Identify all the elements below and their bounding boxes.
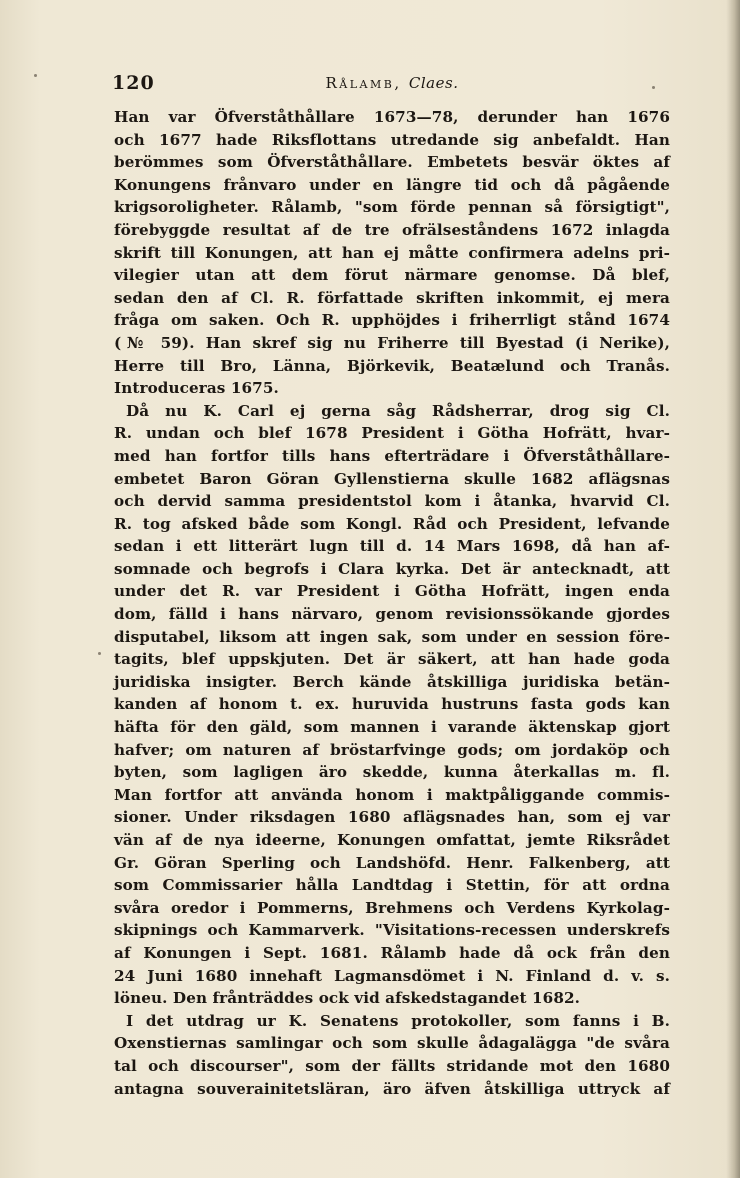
text-line: dom, fälld i hans närvaro, genom revisionssökande gjordes: [114, 605, 670, 624]
text-line: Oxenstiernas samlingar och som skulle ådagalägga "de svåra: [114, 1034, 670, 1053]
text-line: och 1677 hade Riksflottans utredande sig anbefaldt. Han: [114, 130, 670, 149]
text-line: med han fortfor tills hans efterträdare i Öfverståthållare-: [114, 446, 670, 465]
text-line: byten, som lagligen äro skedde, kunna återkallas m. fl.: [114, 763, 670, 782]
text-line: och dervid samma presidentstol kom i åtanka, hvarvid Cl.: [114, 492, 670, 511]
text-line: skipnings och Kammarverk. "Visitations-recessen underskrefs: [114, 921, 670, 940]
running-head-surname: Rålamb,: [325, 74, 402, 92]
text-line: sedan i ett litterärt lugn till d. 14 Mars 1698, då han af-: [114, 537, 670, 556]
text-line: af Konungen i Sept. 1681. Rålamb hade då ock från den: [114, 943, 670, 962]
text-line: Han var Öfverståthållare 1673—78, derunder han 1676: [114, 108, 670, 126]
text-line: (№ 59). Han skref sig nu Friherre till Byestad (i Nerike),: [114, 333, 670, 352]
text-line: häfta för den gäld, som mannen i varande äktenskap gjort: [114, 718, 670, 737]
text-line: berömmes som Öfverståthållare. Embetets besvär öktes af: [114, 153, 670, 172]
text-line: skrift till Konungen, att han ej måtte confirmera adelns pri-: [114, 243, 670, 262]
text-line: krigsoroligheter. Rålamb, "som förde pennan så försigtigt",: [114, 198, 670, 217]
body-text: [114, 106, 670, 1100]
text-line: vilegier utan att dem förut närmare genomse. Då blef,: [114, 266, 670, 285]
text-line: vän af de nya ideerne, Konungen omfattat, jemte Riksrådet: [114, 831, 670, 849]
text-line: fråga om saken. Och R. upphöjdes i friherrligt stånd 1674: [114, 311, 670, 330]
paper-speck: [652, 86, 655, 89]
text-line: som Commissarier hålla Landtdag i Stettin, för att ordna: [114, 876, 670, 895]
text-line: förebyggde resultat af de tre ofrälseståndens 1672 inlagda: [114, 220, 670, 239]
text-line: Herre till Bro, Länna, Björkevik, Beatælund och Tranås.: [114, 356, 670, 375]
text-line: I det utdrag ur K. Senatens protokoller, som fanns i B.: [126, 1011, 670, 1030]
text-line: somnade och begrofs i Clara kyrka. Det är antecknadt, att: [114, 559, 670, 578]
running-head-given-name: Claes.: [408, 74, 459, 92]
text-line: tal och discourser", som der fällts stridande mot den 1680: [114, 1056, 670, 1075]
text-line: Då nu K. Carl ej gerna såg Rådsherrar, drog sig Cl.: [126, 401, 670, 420]
page-edge-shadow: [726, 0, 740, 1178]
text-line: Man fortfor att använda honom i maktpåliggande commis-: [114, 785, 670, 804]
paper-speck: [98, 652, 101, 655]
running-head: [112, 74, 672, 92]
text-line: 24 Juni 1680 innehaft Lagmansdömet i N. Finland d. v. s.: [114, 966, 670, 985]
text-line: under det R. var President i Götha Hofrätt, ingen enda: [114, 582, 670, 601]
paper-speck: [34, 74, 37, 77]
text-line: embetet Baron Göran Gyllenstierna skulle 1682 aflägsnas: [114, 469, 670, 488]
text-line: Konungens frånvaro under en längre tid och då pågående: [114, 175, 670, 194]
text-line: Introduceras 1675.: [114, 379, 279, 398]
text-line: R. tog afsked både som Kongl. Råd och President, lefvande: [114, 514, 670, 533]
page-header: [112, 72, 672, 98]
text-line: svåra oredor i Pommerns, Brehmens och Verdens Kyrkolag-: [114, 898, 670, 917]
text-line: hafver; om naturen af bröstarfvinge gods; om jordaköp och: [114, 740, 670, 759]
text-line: sedan den af Cl. R. författade skriften inkommit, ej mera: [114, 288, 670, 307]
text-line: R. undan och blef 1678 President i Götha Hofrätt, hvar-: [114, 424, 670, 443]
text-line: tagits, blef uppskjuten. Det är säkert, att han hade goda: [114, 650, 670, 669]
text-line: disputabel, liksom att ingen sak, som under en session före-: [114, 627, 670, 646]
text-line: löneu. Den frånträddes ock vid afskedstagandet 1682.: [114, 989, 581, 1008]
text-line: juridiska insigter. Berch kände åtskilliga juridiska betän-: [114, 672, 670, 691]
page-number: 120: [112, 72, 155, 94]
text-line: antagna souverainitetsläran, äro äfven åtskilliga uttryck af: [114, 1079, 670, 1098]
text-line: sioner. Under riksdagen 1680 aflägsnades han, som ej var: [114, 808, 670, 827]
text-line: kanden af honom t. ex. huruvida hustruns fasta gods kan: [114, 695, 670, 714]
text-line: Gr. Göran Sperling och Landshöfd. Henr. Falkenberg, att: [114, 853, 670, 872]
